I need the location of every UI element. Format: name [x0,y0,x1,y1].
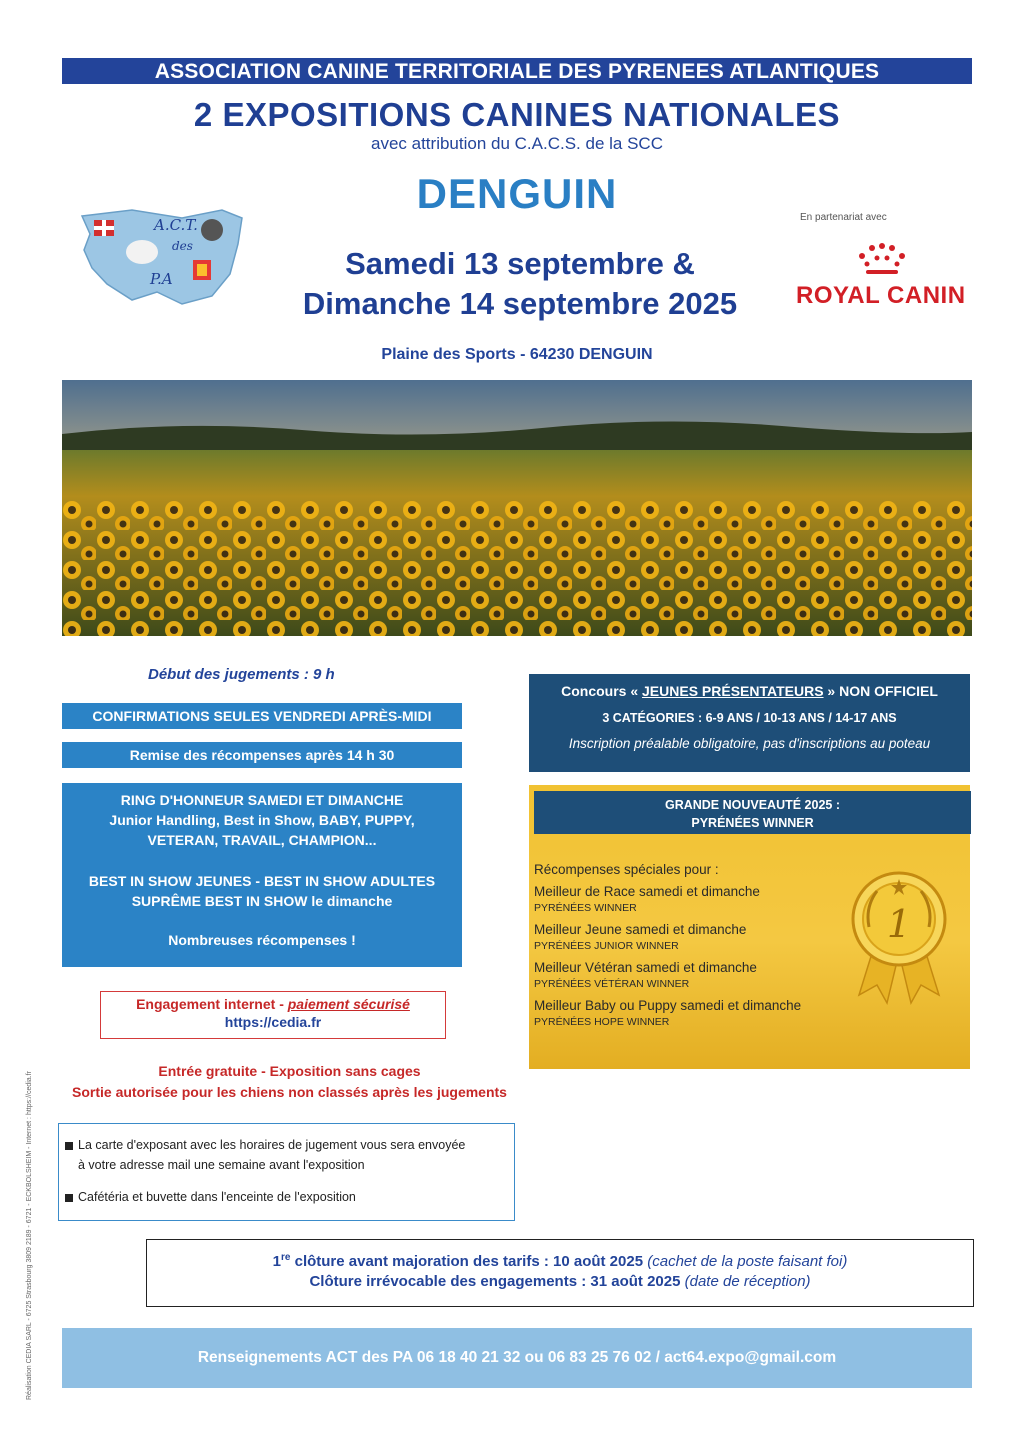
ring-line: VETERAN, TRAVAIL, CHAMPION... [147,832,377,848]
event-dates [240,244,800,324]
ring-line: SUPRÊME BEST IN SHOW le dimanche [131,893,393,909]
entry-line-2: Sortie autorisée pour les chiens non classés après les jugements [72,1084,507,1100]
reward-title: PYRÉNÉES WINNER [534,902,637,914]
date-line-2: Dimanche 14 septembre 2025 [302,286,738,321]
rewards-intro: Récompenses spéciales pour : [534,862,719,877]
svg-text:1: 1 [886,902,912,946]
secure-payment-link[interactable]: paiement sécurisé [287,996,410,1012]
crown-icon [852,242,912,278]
entry-line-1: Entrée gratuite - Exposition sans cages [158,1063,421,1079]
awards-banner: Remise des récompenses après 14 h 30 [62,742,462,768]
venue: Plaine des Sports - 64230 DENGUIN [381,346,653,363]
deadline-final: Clôture irrévocable des engagements : 31 août 2025 (date de réception) [309,1273,811,1290]
page-subtitle: avec attribution du C.A.C.S. de la SCC [371,134,663,153]
rewards-list [534,861,801,1035]
deadline-first: 1re clôture avant majoration des tarifs : 10 août 2025 (cachet de la poste faisant foi) [272,1252,848,1270]
city-name: DENGUIN [416,170,618,217]
ring-line: Nombreuses récompenses ! [168,932,356,948]
confirmations-banner: CONFIRMATIONS SEULES VENDREDI APRÈS-MIDI [62,703,462,729]
reward-label: Meilleur Vétéran samedi et dimanche [534,960,757,975]
pyrenees-map-icon [62,204,252,316]
reward-title: PYRÉNÉES VÉTÉRAN WINNER [534,978,690,990]
engagement-url[interactable]: https://cedia.fr [224,1014,322,1030]
svg-text:des: des [172,239,193,253]
partner-caption: En partenariat avec [800,212,887,223]
ring-line: RING D'HONNEUR SAMEDI ET DIMANCHE [120,792,404,808]
info-item-cont: à votre adresse mail une semaine avant l'exposition [78,1158,365,1172]
bullet-icon [65,1194,73,1202]
info-box [58,1123,515,1221]
svg-text:P.A: P.A [150,270,173,288]
concours-box [529,674,970,772]
side-credit: Réalisation CEDIA SARL - 6725 Strasbourg 3809 2189 - 6721 - ECKBOLSHEIM - Internet : https://cedia.fr [26,1071,33,1400]
concours-inscription: Inscription préalable obligatoire, pas d'inscriptions au poteau [568,736,931,751]
association-banner: ASSOCIATION CANINE TERRITORIALE DES PYRENEES ATLANTIQUES [62,58,972,84]
svg-text:A.C.T.: A.C.T. [154,216,198,234]
partner-brand: ROYAL CANIN [796,282,966,309]
engagement-label: Engagement internet - paiement sécurisé [136,996,410,1012]
deadlines-box [146,1239,974,1307]
entry-info [62,1061,517,1103]
date-line-1: Samedi 13 septembre & [345,246,695,281]
info-item: La carte d'exposant avec les horaires de jugement vous sera envoyée [65,1138,465,1152]
concours-title: Concours « JEUNES PRÉSENTATEURS » NON OFFICIEL [561,683,938,699]
reward-label: Meilleur Baby ou Puppy samedi et dimanche [534,998,802,1013]
ring-honneur-box [62,783,462,967]
sunflower-field-photo [62,380,972,636]
info-item: Cafétéria et buvette dans l'enceinte de l'exposition [65,1190,356,1204]
page-title: 2 EXPOSITIONS CANINES NATIONALES [193,96,841,133]
nouveaute-header: GRANDE NOUVEAUTÉ 2025 : PYRÉNÉES WINNER [534,791,971,834]
concours-categories: 3 CATÉGORIES : 6-9 ANS / 10-13 ANS / 14-17 ANS [602,711,897,725]
contact-footer: Renseignements ACT des PA 06 18 40 21 32 ou 06 83 25 76 02 / act64.expo@gmail.com [62,1328,972,1388]
ring-line: BEST IN SHOW JEUNES - BEST IN SHOW ADULTES [88,873,436,889]
bullet-icon [65,1142,73,1150]
reward-label: Meilleur Jeune samedi et dimanche [534,922,747,937]
judging-start: Début des jugements : 9 h [148,666,335,683]
ring-line: Junior Handling, Best in Show, BABY, PUPPY, [109,812,415,828]
engagement-box [100,991,446,1039]
first-place-medal-icon [847,867,951,1007]
act-logo [62,204,252,316]
reward-title: PYRÉNÉES JUNIOR WINNER [534,940,679,952]
reward-title: PYRÉNÉES HOPE WINNER [534,1016,670,1028]
reward-label: Meilleur de Race samedi et dimanche [534,884,760,899]
pyrenees-winner-box [529,785,970,1069]
